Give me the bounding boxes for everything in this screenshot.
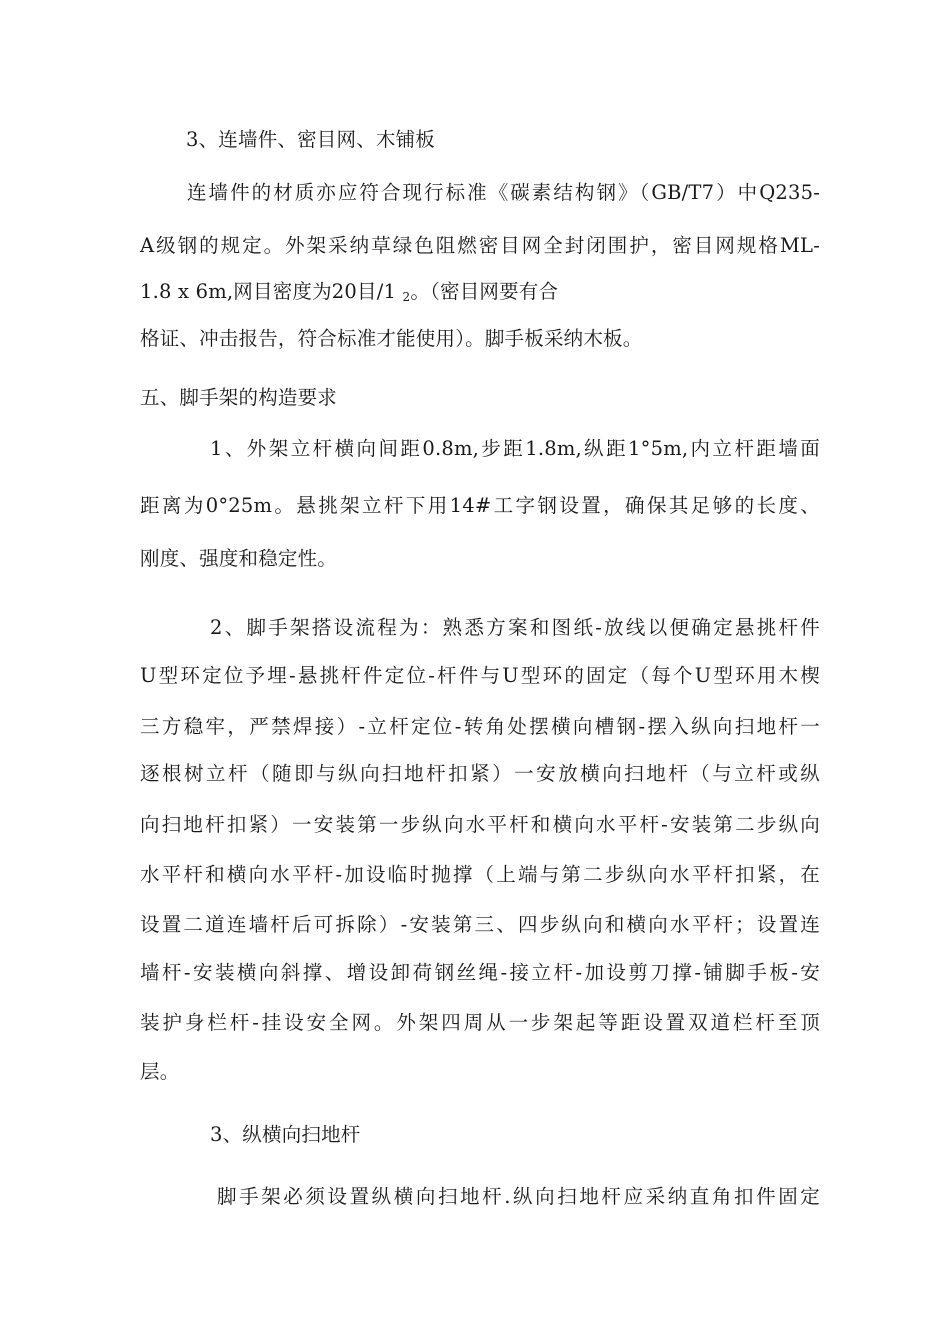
paragraph-line	[140, 280, 558, 306]
paragraph-line: 设置二道连墙杆后可拆除）-安装第三、四步纵向和横向水平杆；设置连	[140, 913, 820, 936]
paragraph-line: 1、外架立杆横向间距0.8m,步距1.8m,纵距1°5m,内立杆距墙面	[210, 437, 820, 460]
paragraph-line: U型环定位予埋-悬挑杆件定位-杆件与U型环的固定（每个U型环用木楔	[140, 664, 820, 687]
paragraph-line: 墙杆-安装横向斜撑、增设卸荷钢丝绳-接立杆-加设剪刀撑-铺脚手板-安	[140, 961, 820, 984]
subscript-text: 2	[402, 290, 411, 304]
line-text: 。（密目网要有合	[410, 280, 559, 303]
paragraph-line: 向扫地杆扣紧）一安装第一步纵向水平杆和横向水平杆-安装第二步纵向	[140, 813, 820, 836]
paragraph-line: 格证、冲击报告，符合标准才能使用）。脚手板采纳木板。	[140, 327, 643, 350]
paragraph-line: 装护身栏杆-挂设安全网。外架四周从一步架起等距设置双道栏杆至顶	[140, 1011, 820, 1034]
paragraph-line: 距离为0°25m。悬挑架立杆下用14#工字钢设置，确保其足够的长度、	[140, 494, 820, 517]
paragraph-line: 水平杆和横向水平杆-加设临时抛撑（上端与第二步纵向水平杆扣紧，在	[140, 863, 820, 886]
paragraph-line: 三方稳牢，严禁焊接）-立杆定位-转角处摆横向槽钢-摆入纵向扫地杆一	[140, 715, 820, 738]
paragraph-line: 脚手架必须设置纵横向扫地杆.纵向扫地杆应采纳直角扣件固定	[217, 1185, 820, 1208]
section-heading: 五、脚手架的构造要求	[140, 386, 338, 409]
subsection-heading: 3、纵横向扫地杆	[210, 1123, 361, 1146]
paragraph-line: 层。	[140, 1060, 180, 1083]
paragraph-line: 逐根树立杆（随即与纵向扫地杆扣紧）一安放横向扫地杆（与立杆或纵	[140, 762, 820, 785]
section-heading: 3、连墙件、密目网、木铺板	[186, 128, 436, 151]
paragraph-line: 刚度、强度和稳定性。	[140, 547, 338, 570]
paragraph-line: 连墙件的材质亦应符合现行标准《碳素结构钢》（GB/T7）中Q235-	[187, 181, 820, 204]
line-text: 1.8 x 6m,网目密度为20目/1	[140, 280, 403, 303]
paragraph-line: 2、脚手架搭设流程为：熟悉方案和图纸-放线以便确定悬挑杆件	[210, 616, 820, 639]
paragraph-line: A级钢的规定。外架采纳草绿色阻燃密目网全封闭围护，密目网规格ML-	[140, 234, 820, 257]
